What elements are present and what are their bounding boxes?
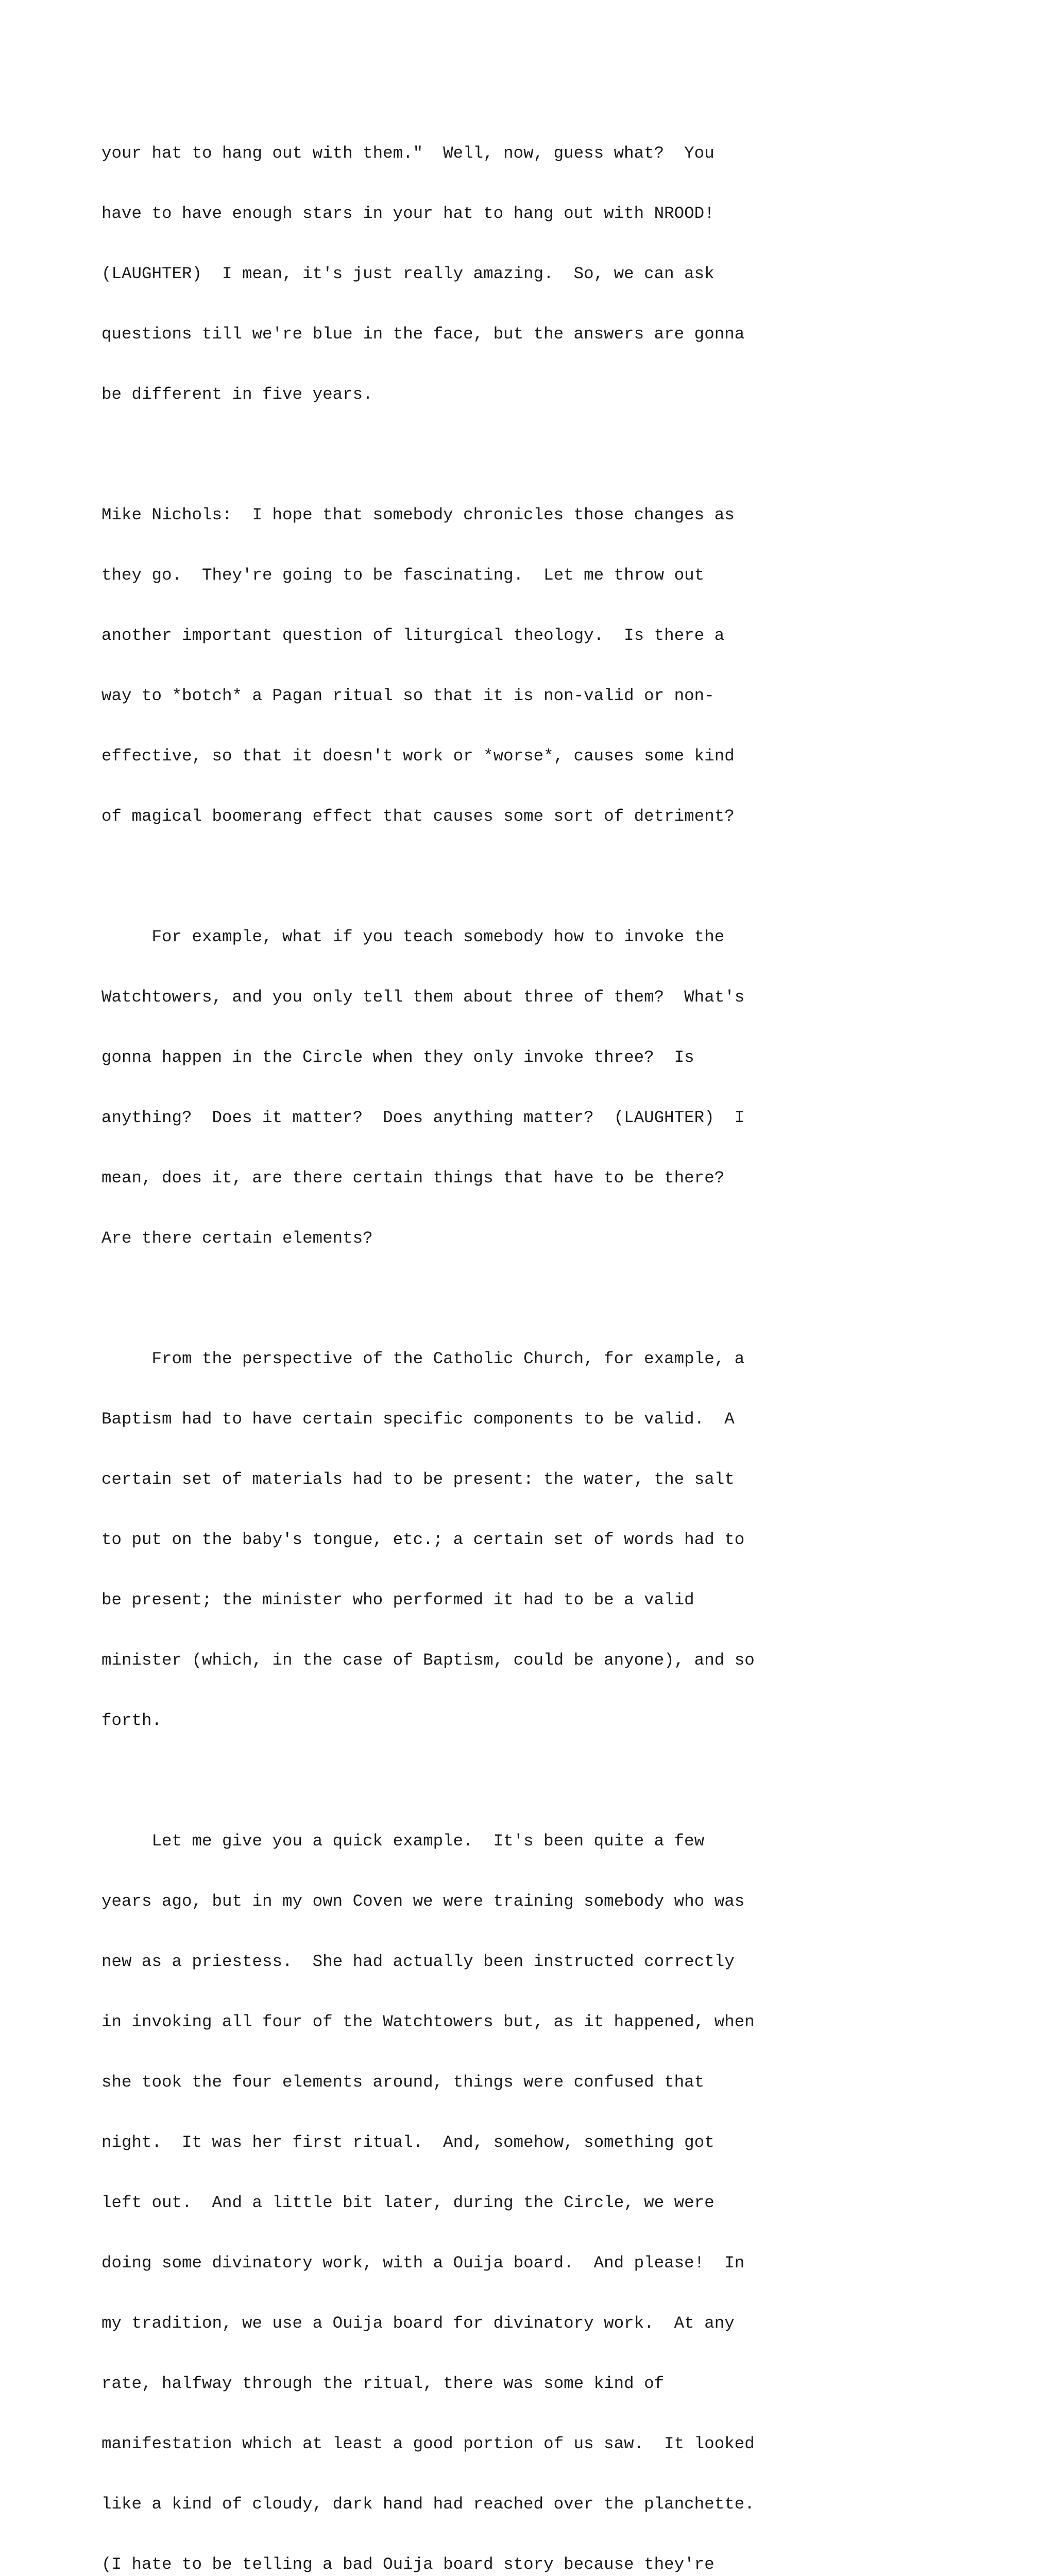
text-line: be different in five years. xyxy=(101,385,373,404)
text-line: be present; the minister who performed it had to be a valid xyxy=(101,1590,694,1609)
text-line: way to *botch* a Pagan ritual so that it is non-valid or non- xyxy=(101,686,714,705)
text-line: certain set of materials had to be present: the water, the salt xyxy=(101,1470,735,1489)
text-line: From the perspective of the Catholic Church, for example, a xyxy=(101,1349,745,1368)
document-text xyxy=(101,103,1029,2576)
blank-line xyxy=(101,445,1029,465)
text-line: rate, halfway through the ritual, there was some kind of xyxy=(101,2374,665,2393)
text-line: left out. And a little bit later, during the Circle, we were xyxy=(101,2193,714,2212)
text-line: Mike Nichols: I hope that somebody chronicles those changes as xyxy=(101,505,735,524)
text-line: years ago, but in my own Coven we were training somebody who was xyxy=(101,1892,745,1911)
text-line: Let me give you a quick example. It's been quite a few xyxy=(101,1832,705,1851)
blank-line xyxy=(101,1771,1029,1791)
blank-line xyxy=(101,1289,1029,1309)
text-line: gonna happen in the Circle when they only invoke three? Is xyxy=(101,1048,694,1067)
text-line: of magical boomerang effect that causes some sort of detriment? xyxy=(101,807,735,826)
blank-line xyxy=(101,867,1029,887)
text-line: Baptism had to have certain specific components to be valid. A xyxy=(101,1410,735,1429)
text-line: forth. xyxy=(101,1711,162,1730)
text-line: mean, does it, are there certain things that have to be there? xyxy=(101,1168,725,1188)
text-line: in invoking all four of the Watchtowers but, as it happened, when xyxy=(101,2012,755,2031)
text-line: (I hate to be telling a bad Ouija board story because they're xyxy=(101,2555,714,2574)
text-line: Watchtowers, and you only tell them about three of them? What's xyxy=(101,988,745,1007)
text-line: Are there certain elements? xyxy=(101,1229,373,1248)
text-line: questions till we're blue in the face, but the answers are gonna xyxy=(101,325,745,344)
text-line: she took the four elements around, things were confused that xyxy=(101,2073,705,2092)
text-line: to put on the baby's tongue, etc.; a certain set of words had to xyxy=(101,1530,745,1549)
text-line: night. It was her first ritual. And, somehow, something got xyxy=(101,2133,714,2152)
text-line: doing some divinatory work, with a Ouija board. And please! In xyxy=(101,2253,745,2273)
text-line: have to have enough stars in your hat to hang out with NROOD! xyxy=(101,204,714,223)
text-line: my tradition, we use a Ouija board for divinatory work. At any xyxy=(101,2314,735,2333)
text-line: manifestation which at least a good portion of us saw. It looked xyxy=(101,2434,755,2453)
text-line: For example, what if you teach somebody how to invoke the xyxy=(101,927,725,946)
text-line: (LAUGHTER) I mean, it's just really amazing. So, we can ask xyxy=(101,264,714,283)
text-line: effective, so that it doesn't work or *worse*, causes some kind xyxy=(101,747,735,766)
text-line: your hat to hang out with them." Well, now, guess what? You xyxy=(101,144,714,163)
text-line: they go. They're going to be fascinating. Let me throw out xyxy=(101,566,705,585)
text-line: like a kind of cloudy, dark hand had reached over the planchette. xyxy=(101,2495,755,2514)
text-line: new as a priestess. She had actually been instructed correctly xyxy=(101,1952,735,1971)
text-line: anything? Does it matter? Does anything matter? (LAUGHTER) I xyxy=(101,1108,745,1127)
text-line: another important question of liturgical theology. Is there a xyxy=(101,626,725,645)
text-line: minister (which, in the case of Baptism, could be anyone), and so xyxy=(101,1651,755,1670)
